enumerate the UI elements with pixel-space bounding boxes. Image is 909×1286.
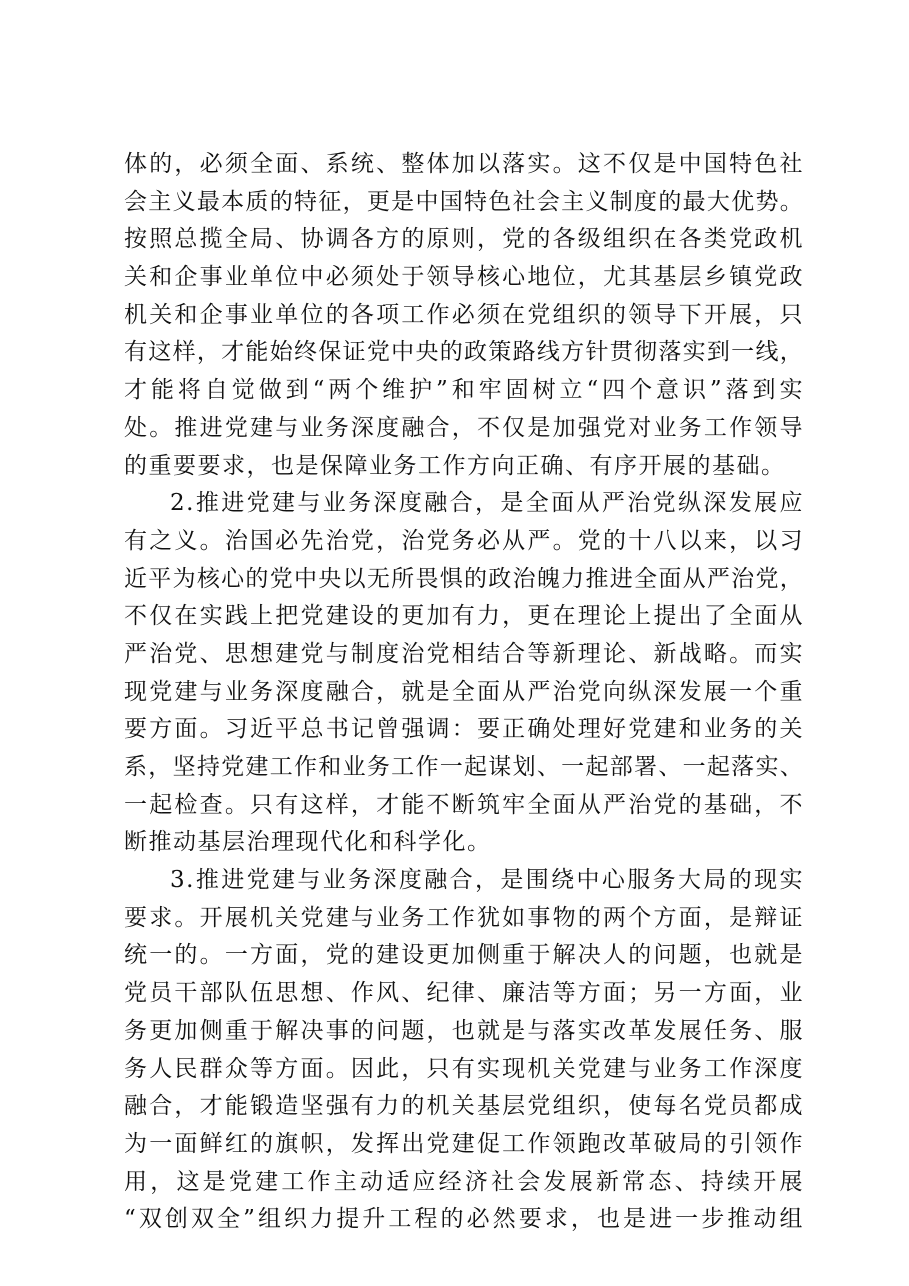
text-line: 才能将自觉做到“两个维护”和牢固树立“四个意识”落到实 — [124, 377, 804, 404]
text-line: 关和企事业单位中必须处于领导核心地位，尤其基层乡镇党政 — [124, 264, 804, 291]
text-line: 一起检查。只有这样，才能不断筑牢全面从严治党的基础，不 — [124, 791, 804, 818]
text-line: 有之义。治国必先治党，治党务必从严。党的十八以来，以习 — [124, 527, 804, 554]
text-line: 系，坚持党建工作和业务工作一起谋划、一起部署、一起落实、 — [124, 754, 804, 780]
text-line: 务更加侧重于解决事的问题，也就是与落实改革发展任务、服 — [124, 1017, 804, 1044]
text-line: 体的，必须全面、系统、整体加以落实。这不仅是中国特色社 — [124, 151, 804, 177]
text-line: 不仅在实践上把党建设的更加有力，更在理论上提出了全面从 — [124, 603, 804, 630]
text-line: 务人民群众等方面。因此，只有实现机关党建与业务工作深度 — [124, 1055, 804, 1082]
text-line: 为一面鲜红的旗帜，发挥出党建促工作领跑改革破局的引领作 — [124, 1130, 804, 1157]
document-body — [124, 146, 804, 1239]
text-line: 断推动基层治理现代化和科学化。 — [124, 829, 492, 856]
text-line: 按照总揽全局、协调各方的原则，党的各级组织在各类党政机 — [124, 226, 804, 253]
text-line: 的重要要求，也是保障业务工作方向正确、有序开展的基础。 — [124, 452, 786, 479]
text-line: 2.推进党建与业务深度融合，是全面从严治党纵深发展应 — [170, 490, 804, 517]
text-line: 有这样，才能始终保证党中央的政策路线方针贯彻落实到一线， — [124, 339, 804, 366]
text-line: 融合，才能锻造坚强有力的机关基层党组织，使每名党员都成 — [124, 1093, 804, 1120]
text-line: 会主义最本质的特征，更是中国特色社会主义制度的最大优势。 — [124, 188, 804, 215]
text-line: 3.推进党建与业务深度融合，是围绕中心服务大局的现实 — [170, 867, 804, 894]
text-line: 现党建与业务深度融合，就是全面从严治党向纵深发展一个重 — [124, 678, 804, 705]
text-line: 近平为核心的党中央以无所畏惧的政治魄力推进全面从严治党， — [124, 565, 804, 592]
text-line: 统一的。一方面，党的建设更加侧重于解决人的问题，也就是 — [124, 942, 804, 969]
text-line: 处。推进党建与业务深度融合，不仅是加强党对业务工作领导 — [124, 414, 804, 441]
text-line: “双创双全”组织力提升工程的必然要求，也是进一步推动组 — [124, 1206, 804, 1233]
text-line: 用，这是党建工作主动适应经济社会发展新常态、持续开展 — [124, 1168, 804, 1195]
text-line: 要求。开展机关党建与业务工作犹如事物的两个方面，是辩证 — [124, 904, 804, 931]
text-line: 党员干部队伍思想、作风、纪律、廉洁等方面；另一方面，业 — [124, 980, 804, 1007]
text-line: 机关和企事业单位的各项工作必须在党组织的领导下开展，只 — [124, 301, 804, 328]
text-line: 严治党、思想建党与制度治党相结合等新理论、新战略。而实 — [124, 640, 804, 667]
text-line: 要方面。习近平总书记曾强调：要正确处理好党建和业务的关 — [124, 716, 804, 743]
